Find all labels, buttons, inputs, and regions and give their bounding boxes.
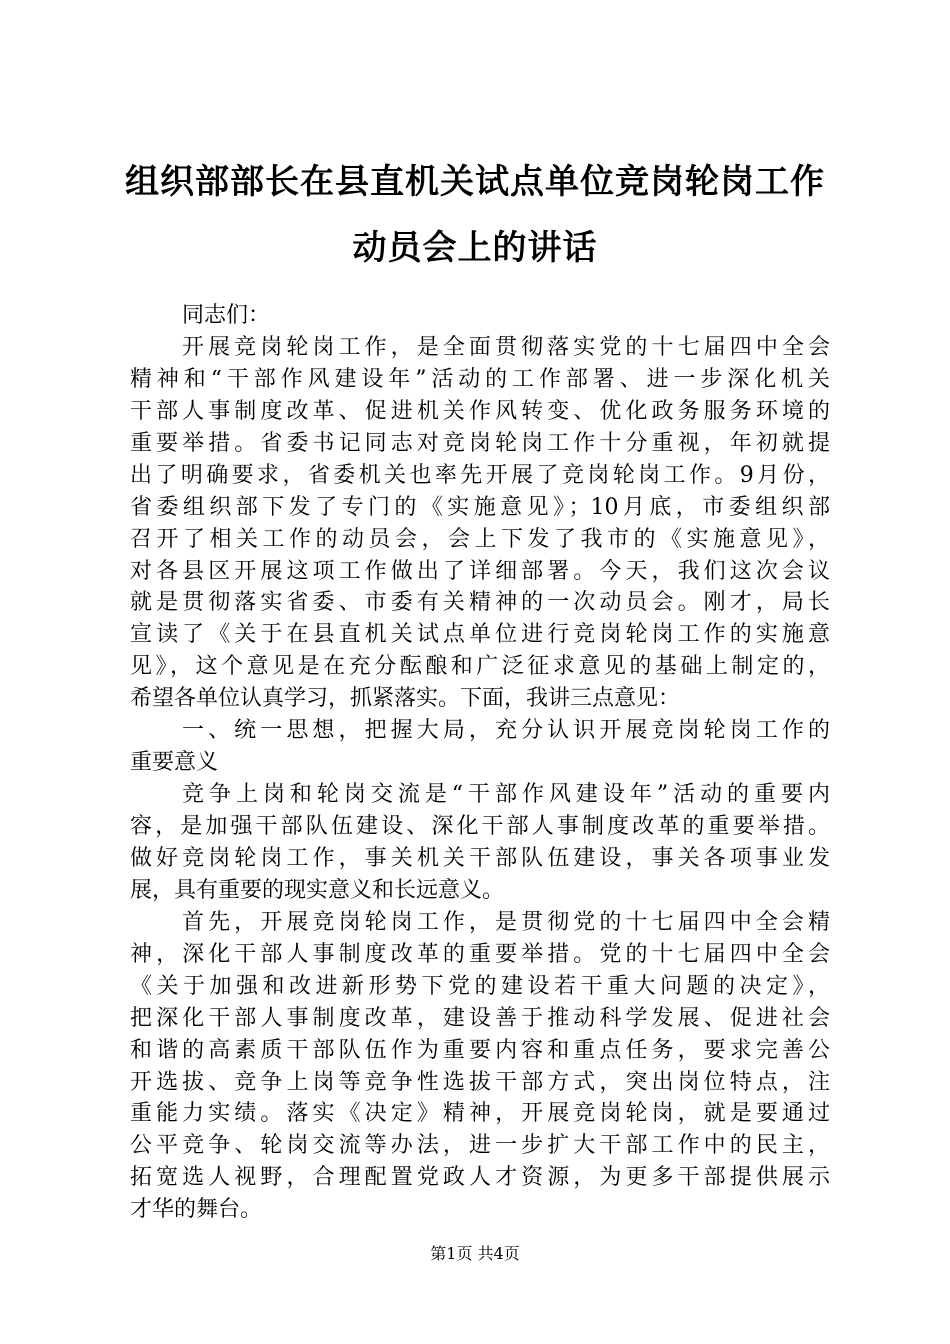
- page-footer: 第1页 共4页: [430, 1244, 520, 1263]
- document-body: [130, 300, 830, 1226]
- text-line: 公平竞争、轮岗交流等办法，进一步扩大干部工作中的民主，: [130, 1133, 830, 1159]
- text-line: 开选拔、竞争上岗等竞争性选拔干部方式，突出岗位特点，注: [130, 1069, 830, 1095]
- text-line: 和谐的高素质干部队伍作为重要内容和重点任务，要求完善公: [130, 1037, 830, 1063]
- text-line: 把深化干部人事制度改革，建设善于推动科学发展、促进社会: [130, 1005, 830, 1031]
- text-line: 重能力实绩。落实《决定》精神，开展竞岗轮岗，就是要通过: [130, 1101, 830, 1127]
- text-line: 神，深化干部人事制度改革的重要举措。党的十七届四中全会: [130, 941, 830, 967]
- text-line: 开展竞岗轮岗工作，是全面贯彻落实党的十七届四中全会: [182, 334, 830, 360]
- text-line: 重要意义: [130, 750, 219, 776]
- text-line: 希望各单位认真学习，抓紧落实。下面，我讲三点意见：: [130, 686, 681, 712]
- text-line: 召开了相关工作的动员会，会上下发了我市的《实施意见》，: [130, 526, 830, 552]
- text-line: 竞争上岗和轮岗交流是“干部作风建设年”活动的重要内: [182, 782, 830, 808]
- text-line: 展，具有重要的现实意义和长远意义。: [130, 877, 505, 903]
- document-title-line-1: 组织部部长在县直机关试点单位竞岗轮岗工作: [125, 162, 825, 202]
- text-line: 对各县区开展这项工作做出了详细部署。今天，我们这次会议: [130, 558, 830, 584]
- text-line: 就是贯彻落实省委、市委有关精神的一次动员会。刚才，局长: [130, 590, 830, 616]
- text-line: 才华的舞台。: [130, 1197, 263, 1223]
- text-line: 一、统一思想，把握大局，充分认识开展竞岗轮岗工作的: [182, 718, 830, 744]
- text-line: 干部人事制度改革、促进机关作风转变、优化政务服务环境的: [130, 398, 830, 424]
- text-line: 做好竞岗轮岗工作，事关机关干部队伍建设，事关各项事业发: [130, 845, 830, 871]
- text-line: 拓宽选人视野，合理配置党政人才资源，为更多干部提供展示: [130, 1165, 830, 1191]
- text-line: 省委组织部下发了专门的《实施意见》；10月底，市委组织部: [130, 494, 830, 520]
- text-line: 重要举措。省委书记同志对竞岗轮岗工作十分重视，年初就提: [130, 430, 830, 456]
- document-title-line-2: 动员会上的讲话: [352, 228, 598, 268]
- text-line: 出了明确要求，省委机关也率先开展了竞岗轮岗工作。9月份，: [130, 462, 830, 488]
- text-line: 精神和“干部作风建设年”活动的工作部署、进一步深化机关: [130, 366, 830, 392]
- text-line: 《关于加强和改进新形势下党的建设若干重大问题的决定》，: [130, 973, 830, 999]
- text-line: 首先，开展竞岗轮岗工作，是贯彻党的十七届四中全会精: [182, 909, 830, 935]
- text-line: 宣读了《关于在县直机关试点单位进行竞岗轮岗工作的实施意: [130, 622, 830, 648]
- text-line: 同志们：: [182, 303, 271, 328]
- text-line: 见》，这个意见是在充分酝酿和广泛征求意见的基础上制定的，: [130, 654, 830, 680]
- text-line: 容，是加强干部队伍建设、深化干部人事制度改革的重要举措。: [130, 814, 830, 839]
